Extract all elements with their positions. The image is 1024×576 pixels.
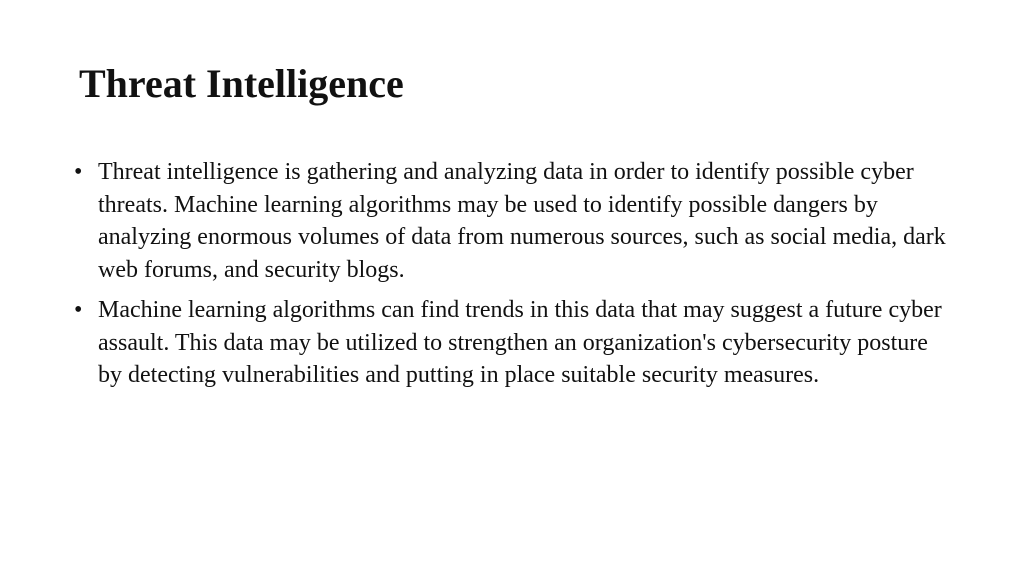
bullet-text: Threat intelligence is gathering and analyzing data in order to identify possible cyber threats. Machine learning algorithms may be used to identify possible dangers by analyzing enormous volumes of data from numerous sources, such as social media, dark web forums, and security blogs. [98,159,946,283]
bullet-item [74,156,954,286]
bullet-item [74,294,954,392]
slide-title: Threat Intelligence [79,61,404,106]
bullet-marker: • [74,159,83,185]
bullet-text: Machine learning algorithms can find trends in this data that may suggest a future cyber assault. This data may be utilized to strengthen an organization's cybersecurity posture by detecting vulnerabilities and putting in place suitable security measures. [98,297,942,388]
bullet-marker: • [74,297,83,323]
bullet-list [74,156,954,400]
